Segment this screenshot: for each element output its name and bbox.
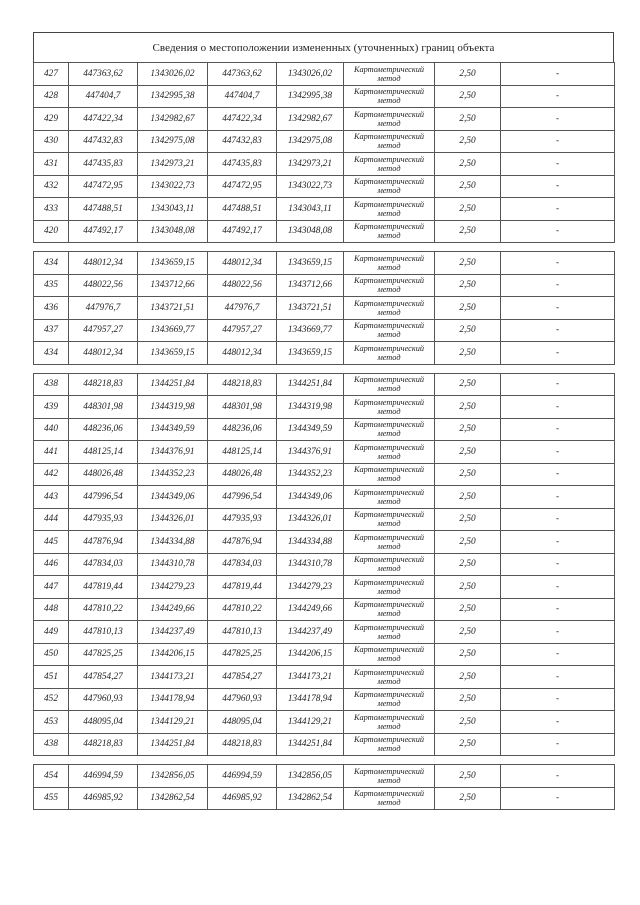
description-cell: - bbox=[501, 319, 615, 342]
method-cell: Картометрический метод bbox=[344, 621, 435, 644]
x-existing-cell: 447488,51 bbox=[69, 198, 138, 221]
description-cell: - bbox=[501, 643, 615, 666]
method-cell: Картометрический метод bbox=[344, 175, 435, 198]
y-new-cell: 1344319,98 bbox=[277, 396, 344, 419]
accuracy-cell: 2,50 bbox=[435, 319, 501, 342]
y-existing-cell: 1343659,15 bbox=[138, 252, 208, 275]
x-new-cell: 447854,27 bbox=[208, 666, 277, 689]
y-new-cell: 1343048,08 bbox=[277, 220, 344, 243]
method-cell: Картометрический метод bbox=[344, 463, 435, 486]
method-cell: Картометрический метод bbox=[344, 666, 435, 689]
point-number-cell: 437 bbox=[34, 319, 69, 342]
point-number-cell: 433 bbox=[34, 198, 69, 221]
y-existing-cell: 1343022,73 bbox=[138, 175, 208, 198]
y-existing-cell: 1343669,77 bbox=[138, 319, 208, 342]
point-number-cell: 453 bbox=[34, 711, 69, 734]
point-number-cell: 438 bbox=[34, 373, 69, 396]
y-new-cell: 1344129,21 bbox=[277, 711, 344, 734]
accuracy-cell: 2,50 bbox=[435, 531, 501, 554]
method-cell: Картометрический метод bbox=[344, 108, 435, 131]
accuracy-cell: 2,50 bbox=[435, 553, 501, 576]
accuracy-cell: 2,50 bbox=[435, 621, 501, 644]
x-existing-cell: 448012,34 bbox=[69, 252, 138, 275]
point-number-cell: 449 bbox=[34, 621, 69, 644]
x-existing-cell: 447957,27 bbox=[69, 319, 138, 342]
table-row bbox=[34, 666, 615, 689]
method-cell: Картометрический метод bbox=[344, 441, 435, 464]
y-new-cell: 1343721,51 bbox=[277, 297, 344, 320]
x-new-cell: 448095,04 bbox=[208, 711, 277, 734]
table-row bbox=[34, 531, 615, 554]
y-existing-cell: 1342973,21 bbox=[138, 153, 208, 176]
x-new-cell: 448218,83 bbox=[208, 733, 277, 756]
x-existing-cell: 448022,56 bbox=[69, 274, 138, 297]
table-row bbox=[34, 688, 615, 711]
group-separator bbox=[34, 756, 615, 765]
description-cell: - bbox=[501, 765, 615, 788]
method-cell: Картометрический метод bbox=[344, 220, 435, 243]
accuracy-cell: 2,50 bbox=[435, 765, 501, 788]
method-cell: Картометрический метод bbox=[344, 598, 435, 621]
point-number-cell: 427 bbox=[34, 63, 69, 86]
point-number-cell: 445 bbox=[34, 531, 69, 554]
method-cell: Картометрический метод bbox=[344, 688, 435, 711]
y-new-cell: 1344326,01 bbox=[277, 508, 344, 531]
point-number-cell: 430 bbox=[34, 130, 69, 153]
x-new-cell: 448125,14 bbox=[208, 441, 277, 464]
y-new-cell: 1344206,15 bbox=[277, 643, 344, 666]
method-cell: Картометрический метод bbox=[344, 418, 435, 441]
x-existing-cell: 447976,7 bbox=[69, 297, 138, 320]
y-existing-cell: 1344237,49 bbox=[138, 621, 208, 644]
point-number-cell: 443 bbox=[34, 486, 69, 509]
table-row bbox=[34, 508, 615, 531]
y-existing-cell: 1344178,94 bbox=[138, 688, 208, 711]
point-number-cell: 440 bbox=[34, 418, 69, 441]
y-new-cell: 1344173,21 bbox=[277, 666, 344, 689]
point-number-cell: 452 bbox=[34, 688, 69, 711]
group-separator bbox=[34, 243, 615, 252]
y-existing-cell: 1344349,06 bbox=[138, 486, 208, 509]
x-existing-cell: 447960,93 bbox=[69, 688, 138, 711]
point-number-cell: 455 bbox=[34, 787, 69, 810]
description-cell: - bbox=[501, 198, 615, 221]
table-row bbox=[34, 175, 615, 198]
method-cell: Картометрический метод bbox=[344, 733, 435, 756]
point-number-cell: 439 bbox=[34, 396, 69, 419]
x-existing-cell: 447834,03 bbox=[69, 553, 138, 576]
accuracy-cell: 2,50 bbox=[435, 130, 501, 153]
x-existing-cell: 447854,27 bbox=[69, 666, 138, 689]
method-cell: Картометрический метод bbox=[344, 787, 435, 810]
accuracy-cell: 2,50 bbox=[435, 342, 501, 365]
x-existing-cell: 447404,7 bbox=[69, 85, 138, 108]
table-row bbox=[34, 297, 615, 320]
x-new-cell: 446985,92 bbox=[208, 787, 277, 810]
table-body bbox=[34, 63, 615, 810]
y-new-cell: 1343659,15 bbox=[277, 342, 344, 365]
accuracy-cell: 2,50 bbox=[435, 643, 501, 666]
accuracy-cell: 2,50 bbox=[435, 63, 501, 86]
y-existing-cell: 1343026,02 bbox=[138, 63, 208, 86]
x-existing-cell: 447492,17 bbox=[69, 220, 138, 243]
method-cell: Картометрический метод bbox=[344, 508, 435, 531]
description-cell: - bbox=[501, 220, 615, 243]
x-new-cell: 447492,17 bbox=[208, 220, 277, 243]
y-new-cell: 1342856,05 bbox=[277, 765, 344, 788]
y-existing-cell: 1344206,15 bbox=[138, 643, 208, 666]
description-cell: - bbox=[501, 274, 615, 297]
y-existing-cell: 1344279,23 bbox=[138, 576, 208, 599]
table-row bbox=[34, 153, 615, 176]
method-cell: Картометрический метод bbox=[344, 274, 435, 297]
x-existing-cell: 447825,25 bbox=[69, 643, 138, 666]
accuracy-cell: 2,50 bbox=[435, 688, 501, 711]
x-new-cell: 447957,27 bbox=[208, 319, 277, 342]
method-cell: Картометрический метод bbox=[344, 576, 435, 599]
accuracy-cell: 2,50 bbox=[435, 153, 501, 176]
x-new-cell: 447819,44 bbox=[208, 576, 277, 599]
x-new-cell: 447825,25 bbox=[208, 643, 277, 666]
point-number-cell: 429 bbox=[34, 108, 69, 131]
x-existing-cell: 448012,34 bbox=[69, 342, 138, 365]
y-existing-cell: 1344334,88 bbox=[138, 531, 208, 554]
method-cell: Картометрический метод bbox=[344, 342, 435, 365]
accuracy-cell: 2,50 bbox=[435, 108, 501, 131]
accuracy-cell: 2,50 bbox=[435, 711, 501, 734]
table-row bbox=[34, 553, 615, 576]
x-new-cell: 448218,83 bbox=[208, 373, 277, 396]
x-new-cell: 446994,59 bbox=[208, 765, 277, 788]
x-existing-cell: 448125,14 bbox=[69, 441, 138, 464]
y-new-cell: 1344349,59 bbox=[277, 418, 344, 441]
x-existing-cell: 447432,83 bbox=[69, 130, 138, 153]
accuracy-cell: 2,50 bbox=[435, 733, 501, 756]
description-cell: - bbox=[501, 598, 615, 621]
y-new-cell: 1344376,91 bbox=[277, 441, 344, 464]
y-new-cell: 1343712,66 bbox=[277, 274, 344, 297]
x-new-cell: 447363,62 bbox=[208, 63, 277, 86]
y-existing-cell: 1342975,08 bbox=[138, 130, 208, 153]
description-cell: - bbox=[501, 153, 615, 176]
x-existing-cell: 448218,83 bbox=[69, 373, 138, 396]
x-existing-cell: 446985,92 bbox=[69, 787, 138, 810]
description-cell: - bbox=[501, 486, 615, 509]
description-cell: - bbox=[501, 531, 615, 554]
description-cell: - bbox=[501, 463, 615, 486]
description-cell: - bbox=[501, 85, 615, 108]
description-cell: - bbox=[501, 711, 615, 734]
x-existing-cell: 448095,04 bbox=[69, 711, 138, 734]
table-row bbox=[34, 274, 615, 297]
y-existing-cell: 1343721,51 bbox=[138, 297, 208, 320]
point-number-cell: 438 bbox=[34, 733, 69, 756]
x-new-cell: 447810,22 bbox=[208, 598, 277, 621]
y-existing-cell: 1342982,67 bbox=[138, 108, 208, 131]
point-number-cell: 454 bbox=[34, 765, 69, 788]
point-number-cell: 448 bbox=[34, 598, 69, 621]
accuracy-cell: 2,50 bbox=[435, 274, 501, 297]
group-separator bbox=[34, 364, 615, 373]
table-row bbox=[34, 643, 615, 666]
point-number-cell: 450 bbox=[34, 643, 69, 666]
x-new-cell: 448012,34 bbox=[208, 342, 277, 365]
description-cell: - bbox=[501, 787, 615, 810]
y-existing-cell: 1344352,23 bbox=[138, 463, 208, 486]
x-new-cell: 447488,51 bbox=[208, 198, 277, 221]
table-row bbox=[34, 787, 615, 810]
y-new-cell: 1343022,73 bbox=[277, 175, 344, 198]
x-existing-cell: 448218,83 bbox=[69, 733, 138, 756]
point-number-cell: 432 bbox=[34, 175, 69, 198]
accuracy-cell: 2,50 bbox=[435, 508, 501, 531]
accuracy-cell: 2,50 bbox=[435, 666, 501, 689]
y-new-cell: 1343043,11 bbox=[277, 198, 344, 221]
method-cell: Картометрический метод bbox=[344, 765, 435, 788]
table-row bbox=[34, 342, 615, 365]
y-existing-cell: 1344319,98 bbox=[138, 396, 208, 419]
accuracy-cell: 2,50 bbox=[435, 396, 501, 419]
x-new-cell: 447996,54 bbox=[208, 486, 277, 509]
table-title: Сведения о местоположении измененных (уточненных) границ объекта bbox=[33, 32, 614, 62]
x-new-cell: 447935,93 bbox=[208, 508, 277, 531]
x-new-cell: 448022,56 bbox=[208, 274, 277, 297]
x-new-cell: 448236,06 bbox=[208, 418, 277, 441]
x-new-cell: 447960,93 bbox=[208, 688, 277, 711]
point-number-cell: 451 bbox=[34, 666, 69, 689]
y-new-cell: 1342973,21 bbox=[277, 153, 344, 176]
method-cell: Картометрический метод bbox=[344, 85, 435, 108]
y-new-cell: 1344349,06 bbox=[277, 486, 344, 509]
x-existing-cell: 447935,93 bbox=[69, 508, 138, 531]
x-existing-cell: 448301,98 bbox=[69, 396, 138, 419]
x-new-cell: 447422,34 bbox=[208, 108, 277, 131]
accuracy-cell: 2,50 bbox=[435, 85, 501, 108]
y-existing-cell: 1342995,38 bbox=[138, 85, 208, 108]
accuracy-cell: 2,50 bbox=[435, 486, 501, 509]
y-new-cell: 1344310,78 bbox=[277, 553, 344, 576]
y-existing-cell: 1344129,21 bbox=[138, 711, 208, 734]
description-cell: - bbox=[501, 553, 615, 576]
y-new-cell: 1344237,49 bbox=[277, 621, 344, 644]
x-existing-cell: 447472,95 bbox=[69, 175, 138, 198]
accuracy-cell: 2,50 bbox=[435, 252, 501, 275]
y-new-cell: 1344334,88 bbox=[277, 531, 344, 554]
x-new-cell: 447432,83 bbox=[208, 130, 277, 153]
x-existing-cell: 447435,83 bbox=[69, 153, 138, 176]
table-row bbox=[34, 463, 615, 486]
y-existing-cell: 1344251,84 bbox=[138, 733, 208, 756]
y-existing-cell: 1344310,78 bbox=[138, 553, 208, 576]
y-existing-cell: 1343043,11 bbox=[138, 198, 208, 221]
y-new-cell: 1343659,15 bbox=[277, 252, 344, 275]
method-cell: Картометрический метод bbox=[344, 297, 435, 320]
table-row bbox=[34, 130, 615, 153]
description-cell: - bbox=[501, 252, 615, 275]
point-number-cell: 435 bbox=[34, 274, 69, 297]
x-new-cell: 447810,13 bbox=[208, 621, 277, 644]
y-new-cell: 1343669,77 bbox=[277, 319, 344, 342]
y-existing-cell: 1343659,15 bbox=[138, 342, 208, 365]
y-existing-cell: 1344349,59 bbox=[138, 418, 208, 441]
description-cell: - bbox=[501, 63, 615, 86]
x-new-cell: 448301,98 bbox=[208, 396, 277, 419]
x-new-cell: 447976,7 bbox=[208, 297, 277, 320]
x-new-cell: 447404,7 bbox=[208, 85, 277, 108]
y-new-cell: 1344279,23 bbox=[277, 576, 344, 599]
x-existing-cell: 447876,94 bbox=[69, 531, 138, 554]
y-new-cell: 1344249,66 bbox=[277, 598, 344, 621]
method-cell: Картометрический метод bbox=[344, 319, 435, 342]
x-existing-cell: 447422,34 bbox=[69, 108, 138, 131]
description-cell: - bbox=[501, 108, 615, 131]
accuracy-cell: 2,50 bbox=[435, 787, 501, 810]
table-row bbox=[34, 85, 615, 108]
table-row bbox=[34, 598, 615, 621]
table-row bbox=[34, 711, 615, 734]
method-cell: Картометрический метод bbox=[344, 63, 435, 86]
x-existing-cell: 446994,59 bbox=[69, 765, 138, 788]
method-cell: Картометрический метод bbox=[344, 373, 435, 396]
x-existing-cell: 448236,06 bbox=[69, 418, 138, 441]
table-row bbox=[34, 252, 615, 275]
method-cell: Картометрический метод bbox=[344, 711, 435, 734]
accuracy-cell: 2,50 bbox=[435, 576, 501, 599]
method-cell: Картометрический метод bbox=[344, 130, 435, 153]
x-existing-cell: 447363,62 bbox=[69, 63, 138, 86]
table-row bbox=[34, 441, 615, 464]
x-existing-cell: 447810,13 bbox=[69, 621, 138, 644]
x-existing-cell: 447996,54 bbox=[69, 486, 138, 509]
method-cell: Картометрический метод bbox=[344, 198, 435, 221]
method-cell: Картометрический метод bbox=[344, 153, 435, 176]
x-new-cell: 447435,83 bbox=[208, 153, 277, 176]
table-row bbox=[34, 319, 615, 342]
description-cell: - bbox=[501, 342, 615, 365]
accuracy-cell: 2,50 bbox=[435, 297, 501, 320]
y-new-cell: 1344178,94 bbox=[277, 688, 344, 711]
table-row bbox=[34, 63, 615, 86]
table-row bbox=[34, 373, 615, 396]
description-cell: - bbox=[501, 733, 615, 756]
table-row bbox=[34, 108, 615, 131]
x-existing-cell: 447810,22 bbox=[69, 598, 138, 621]
y-new-cell: 1344251,84 bbox=[277, 733, 344, 756]
point-number-cell: 441 bbox=[34, 441, 69, 464]
accuracy-cell: 2,50 bbox=[435, 598, 501, 621]
y-existing-cell: 1343048,08 bbox=[138, 220, 208, 243]
table-row bbox=[34, 198, 615, 221]
y-new-cell: 1344352,23 bbox=[277, 463, 344, 486]
description-cell: - bbox=[501, 396, 615, 419]
y-new-cell: 1344251,84 bbox=[277, 373, 344, 396]
table-row bbox=[34, 733, 615, 756]
accuracy-cell: 2,50 bbox=[435, 373, 501, 396]
x-existing-cell: 447819,44 bbox=[69, 576, 138, 599]
method-cell: Картометрический метод bbox=[344, 396, 435, 419]
point-number-cell: 447 bbox=[34, 576, 69, 599]
x-new-cell: 447472,95 bbox=[208, 175, 277, 198]
accuracy-cell: 2,50 bbox=[435, 175, 501, 198]
y-new-cell: 1342975,08 bbox=[277, 130, 344, 153]
point-number-cell: 431 bbox=[34, 153, 69, 176]
y-existing-cell: 1344251,84 bbox=[138, 373, 208, 396]
point-number-cell: 434 bbox=[34, 342, 69, 365]
y-new-cell: 1342995,38 bbox=[277, 85, 344, 108]
description-cell: - bbox=[501, 576, 615, 599]
accuracy-cell: 2,50 bbox=[435, 441, 501, 464]
document-sheet bbox=[33, 32, 614, 810]
x-new-cell: 447876,94 bbox=[208, 531, 277, 554]
y-existing-cell: 1344173,21 bbox=[138, 666, 208, 689]
y-existing-cell: 1344249,66 bbox=[138, 598, 208, 621]
table-row bbox=[34, 621, 615, 644]
point-number-cell: 442 bbox=[34, 463, 69, 486]
description-cell: - bbox=[501, 441, 615, 464]
point-number-cell: 420 bbox=[34, 220, 69, 243]
point-number-cell: 446 bbox=[34, 553, 69, 576]
description-cell: - bbox=[501, 175, 615, 198]
accuracy-cell: 2,50 bbox=[435, 198, 501, 221]
y-new-cell: 1342982,67 bbox=[277, 108, 344, 131]
method-cell: Картометрический метод bbox=[344, 486, 435, 509]
accuracy-cell: 2,50 bbox=[435, 418, 501, 441]
y-existing-cell: 1344326,01 bbox=[138, 508, 208, 531]
method-cell: Картометрический метод bbox=[344, 252, 435, 275]
accuracy-cell: 2,50 bbox=[435, 463, 501, 486]
table-row bbox=[34, 396, 615, 419]
description-cell: - bbox=[501, 621, 615, 644]
y-existing-cell: 1342862,54 bbox=[138, 787, 208, 810]
y-new-cell: 1343026,02 bbox=[277, 63, 344, 86]
table-row bbox=[34, 486, 615, 509]
description-cell: - bbox=[501, 688, 615, 711]
y-new-cell: 1342862,54 bbox=[277, 787, 344, 810]
x-new-cell: 448012,34 bbox=[208, 252, 277, 275]
point-number-cell: 444 bbox=[34, 508, 69, 531]
point-number-cell: 428 bbox=[34, 85, 69, 108]
y-existing-cell: 1342856,05 bbox=[138, 765, 208, 788]
description-cell: - bbox=[501, 418, 615, 441]
method-cell: Картометрический метод bbox=[344, 531, 435, 554]
description-cell: - bbox=[501, 373, 615, 396]
accuracy-cell: 2,50 bbox=[435, 220, 501, 243]
point-number-cell: 436 bbox=[34, 297, 69, 320]
table-row bbox=[34, 576, 615, 599]
coordinates-table bbox=[33, 62, 615, 810]
description-cell: - bbox=[501, 666, 615, 689]
table-row bbox=[34, 220, 615, 243]
x-existing-cell: 448026,48 bbox=[69, 463, 138, 486]
y-existing-cell: 1343712,66 bbox=[138, 274, 208, 297]
y-existing-cell: 1344376,91 bbox=[138, 441, 208, 464]
method-cell: Картометрический метод bbox=[344, 553, 435, 576]
point-number-cell: 434 bbox=[34, 252, 69, 275]
method-cell: Картометрический метод bbox=[344, 643, 435, 666]
x-new-cell: 448026,48 bbox=[208, 463, 277, 486]
description-cell: - bbox=[501, 130, 615, 153]
description-cell: - bbox=[501, 508, 615, 531]
x-new-cell: 447834,03 bbox=[208, 553, 277, 576]
table-row bbox=[34, 765, 615, 788]
description-cell: - bbox=[501, 297, 615, 320]
table-row bbox=[34, 418, 615, 441]
